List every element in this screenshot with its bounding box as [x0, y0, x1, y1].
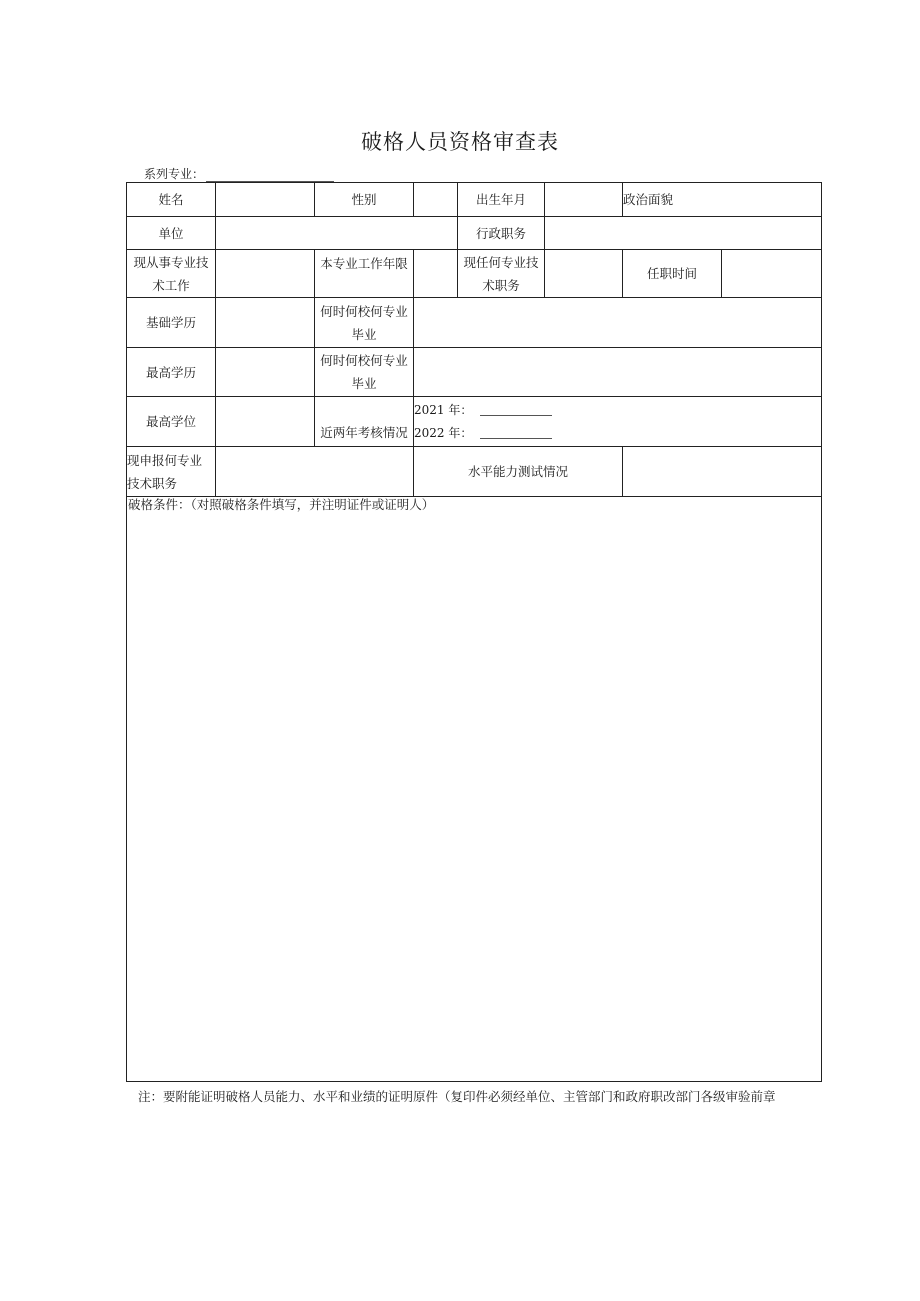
current-work-line1: 现从事专业技 [133, 254, 209, 270]
highest-edu-when-where-input[interactable] [414, 348, 821, 397]
current-title-input[interactable] [545, 250, 623, 298]
apply-title-line1: 现申报何专业 [127, 452, 203, 468]
exception-conditions [127, 497, 821, 1081]
current-title-line2: 术职务 [482, 277, 520, 293]
work-years-label: 本专业工作年限 [315, 250, 414, 298]
current-work-line2: 术工作 [152, 277, 190, 293]
assessment-year2-input[interactable] [480, 427, 552, 439]
highest-edu-when-line1: 何时何校何专业 [320, 353, 408, 368]
basic-edu-when-where-label [315, 298, 414, 348]
birth-input[interactable] [545, 183, 623, 217]
ability-test-input[interactable] [623, 447, 821, 497]
gender-label: 性别 [315, 183, 414, 217]
highest-degree-label: 最高学位 [127, 397, 216, 447]
highest-edu-when-where-label [315, 348, 414, 397]
politics-cell[interactable] [623, 183, 821, 217]
basic-edu-when-line2: 毕业 [351, 326, 377, 342]
admin-post-input[interactable] [545, 217, 821, 250]
appointed-time-label: 任职时间 [623, 250, 722, 298]
current-work-input[interactable] [216, 250, 315, 298]
apply-title-line2: 技术职务 [127, 475, 178, 491]
page-title: 破格人员资格审查表 [361, 130, 559, 154]
series-major-input[interactable] [206, 169, 334, 182]
assessment-year1-input[interactable] [480, 404, 552, 416]
gender-input[interactable] [414, 183, 458, 217]
basic-edu-input[interactable] [216, 298, 315, 348]
ability-test-label: 水平能力测试情况 [414, 447, 623, 497]
series-major [144, 165, 334, 182]
birth-label: 出生年月 [458, 183, 545, 217]
footnote: 注：要附能证明破格人员能力、水平和业绩的证明原件（复印件必须经单位、主管部门和政府职改部门各级审验前章 [138, 1089, 776, 1104]
basic-edu-label: 基础学历 [127, 298, 216, 348]
basic-edu-when-where-input[interactable] [414, 298, 821, 348]
current-title-line1: 现任何专业技 [463, 254, 539, 270]
assessment-years [414, 397, 821, 447]
assessment-year1-row [414, 399, 552, 422]
apply-title-input[interactable] [216, 447, 414, 497]
assessment-year2-row [414, 422, 552, 445]
series-major-label: 系列专业： [144, 167, 205, 181]
work-years-input[interactable] [414, 250, 458, 298]
assessment-label: 近两年考核情况 [315, 397, 414, 447]
current-work-label [127, 250, 216, 298]
name-label: 姓名 [127, 183, 216, 217]
assessment-year2-label: 2022 年： [414, 425, 473, 440]
unit-label: 单位 [127, 217, 216, 250]
highest-edu-label: 最高学历 [127, 348, 216, 397]
admin-post-label: 行政职务 [458, 217, 545, 250]
basic-edu-when-line1: 何时何校何专业 [320, 303, 408, 319]
exception-conditions-label: 破格条件：（对照破格条件填写，并注明证件或证明人） [128, 497, 435, 512]
appointed-time-input[interactable] [722, 250, 821, 298]
highest-edu-input[interactable] [216, 348, 315, 397]
apply-title-label [127, 447, 216, 497]
politics-label: 政治面貌 [623, 192, 674, 207]
review-form-table [126, 182, 822, 1082]
name-input[interactable] [216, 183, 315, 217]
exception-conditions-input[interactable] [127, 515, 821, 1081]
assessment-year1-label: 2021 年： [414, 402, 473, 417]
highest-edu-when-line2: 毕业 [351, 376, 377, 391]
unit-input[interactable] [216, 217, 458, 250]
highest-degree-input[interactable] [216, 397, 315, 447]
current-title-label [458, 250, 545, 298]
